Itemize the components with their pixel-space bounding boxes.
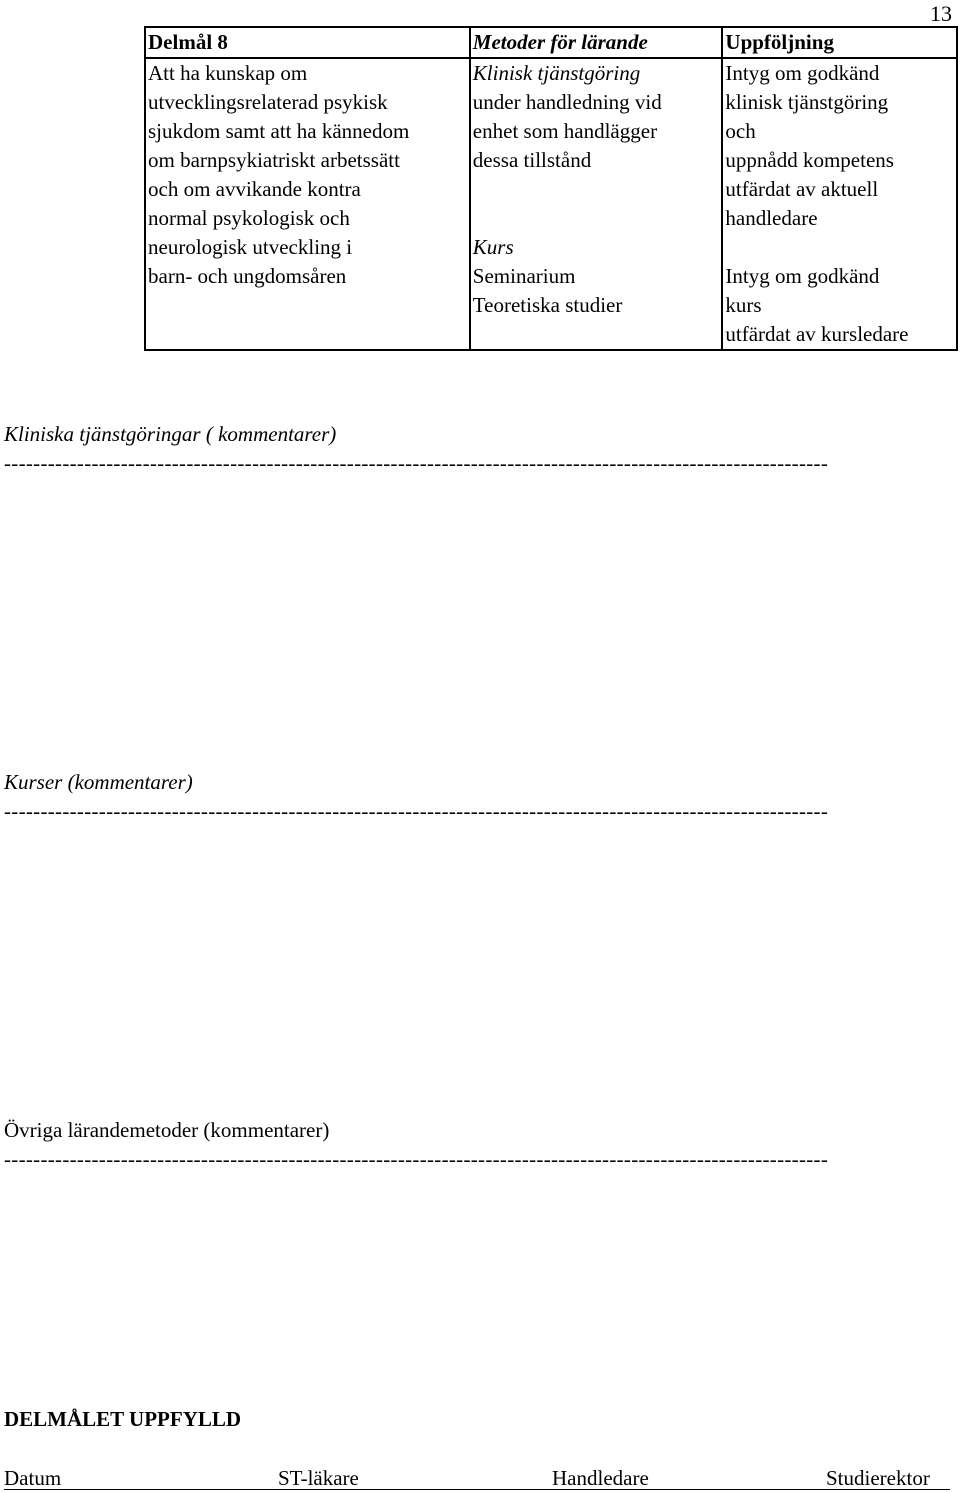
method-line: Teoretiska studier	[472, 293, 623, 317]
goal-line: sjukdom samt att ha kännedom	[148, 119, 410, 143]
method-line: under handledning vid	[472, 90, 662, 114]
course-comments-heading: Kurser (kommentarer)	[4, 770, 193, 794]
other-comments-line: -----------------------------------------------------------------------------------------------------------------	[4, 1147, 829, 1171]
followup-line: utfärdat av aktuell	[725, 177, 879, 201]
goal-completed-heading: DELMÅLET UPPFYLLD	[4, 1407, 242, 1431]
signature-director-label: Studierektor	[826, 1466, 930, 1490]
other-comments-heading: Övriga lärandemetoder (kommentarer)	[4, 1118, 330, 1142]
followup-line: Intyg om godkänd	[725, 264, 880, 288]
clinical-comments-heading: Kliniska tjänstgöringar ( kommentarer)	[4, 422, 337, 446]
spacer	[473, 175, 722, 204]
followup-line: och	[725, 119, 756, 143]
followup-line: Intyg om godkänd	[725, 61, 880, 85]
method-line: dessa tillstånd	[472, 148, 592, 172]
table-row	[145, 58, 957, 350]
header-goal: Delmål 8	[145, 27, 470, 58]
spacer	[725, 233, 956, 262]
goal-table	[144, 26, 958, 351]
page-number: 13	[930, 1, 952, 26]
signature-date-label: Datum	[4, 1466, 62, 1490]
goal-line: barn- och ungdomsåren	[148, 264, 347, 288]
goal-line: neurologisk utveckling i	[148, 235, 353, 259]
spacer	[473, 204, 722, 233]
methods-cell	[470, 58, 723, 350]
method-line: Seminarium	[472, 264, 576, 288]
goal-line: Att ha kunskap om	[148, 61, 308, 85]
goal-description	[145, 58, 470, 350]
followup-line: kurs	[725, 293, 762, 317]
goal-line: normal psykologisk och	[148, 206, 350, 230]
goal-line: utvecklingsrelaterad psykisk	[148, 90, 388, 114]
followup-line: uppnådd kompetens	[725, 148, 894, 172]
table-header-row	[145, 27, 957, 58]
followup-cell	[722, 58, 957, 350]
followup-line: handledare	[725, 206, 818, 230]
header-followup: Uppföljning	[722, 27, 957, 58]
signature-resident-label: ST-läkare	[278, 1466, 359, 1490]
followup-line: utfärdat av kursledare	[725, 322, 909, 346]
course-comments-line: -----------------------------------------------------------------------------------------------------------------	[4, 799, 829, 823]
method-line: enhet som handlägger	[472, 119, 658, 143]
signature-supervisor-label: Handledare	[552, 1466, 649, 1490]
clinical-comments-line: -----------------------------------------------------------------------------------------------------------------	[4, 451, 829, 475]
method-course-title: Kurs	[472, 235, 514, 259]
header-methods: Metoder för lärande	[470, 27, 723, 58]
goal-line: om barnpsykiatriskt arbetssätt	[148, 148, 400, 172]
signature-line	[4, 1489, 950, 1490]
goal-line: och om avvikande kontra	[148, 177, 361, 201]
method-clinical-title: Klinisk tjänstgöring	[472, 61, 641, 85]
followup-line: klinisk tjänstgöring	[725, 90, 889, 114]
